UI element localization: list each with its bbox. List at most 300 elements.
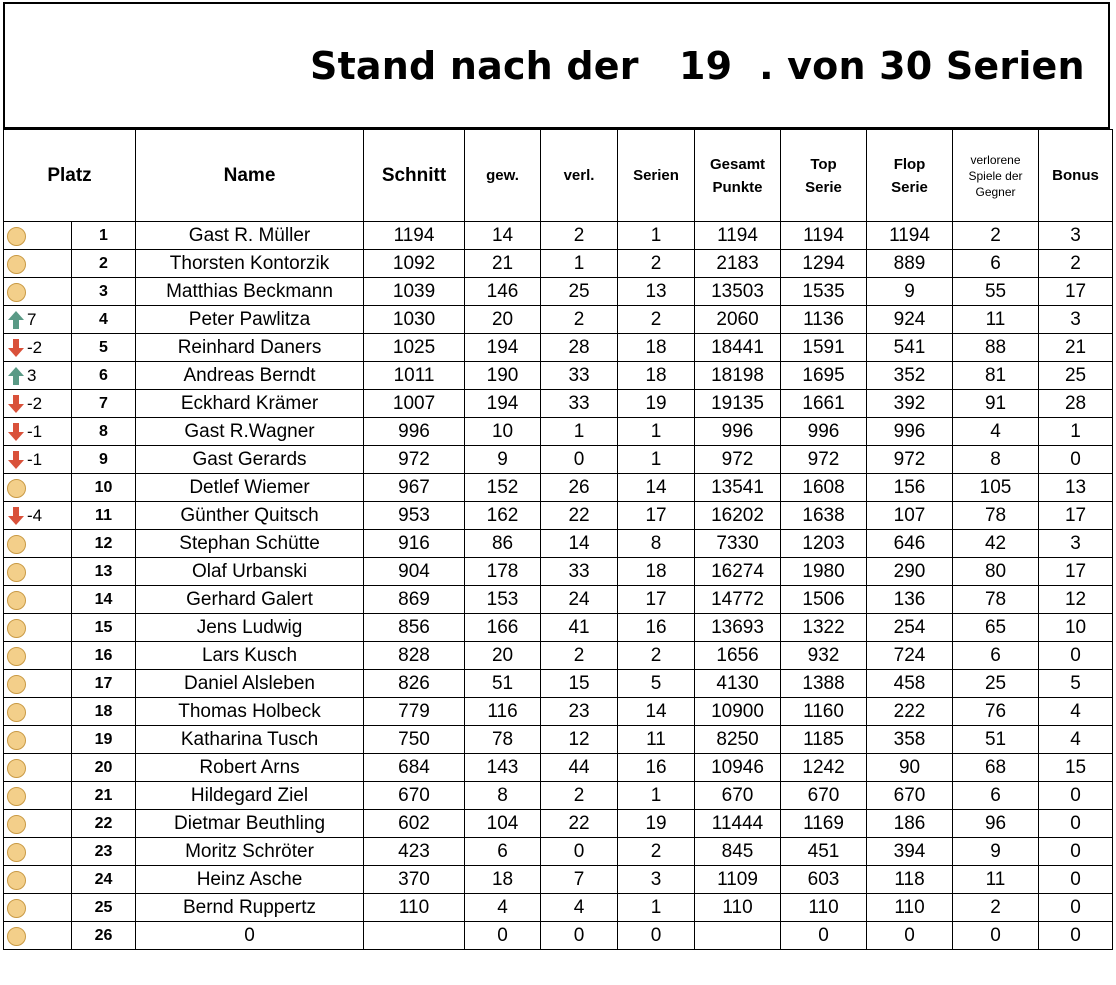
schnitt-cell: 869 [364,586,465,614]
rank-cell: 18 [72,698,136,726]
schnitt-cell: 1011 [364,362,465,390]
flop-cell: 972 [867,446,953,474]
flop-cell: 118 [867,866,953,894]
trend-cell [4,642,72,670]
table-row [4,698,1113,726]
gew-cell: 116 [465,698,541,726]
trend-cell [4,334,72,362]
unchanged-circle-icon [7,619,26,638]
verlorene-cell: 25 [953,670,1039,698]
serien-cell: 1 [618,446,695,474]
bonus-cell: 0 [1039,838,1113,866]
table-row [4,558,1113,586]
name-cell: Robert Arns [136,754,364,782]
verl-cell: 15 [541,670,618,698]
bonus-cell: 25 [1039,362,1113,390]
serien-cell: 2 [618,838,695,866]
serien-cell: 18 [618,334,695,362]
verlorene-cell: 51 [953,726,1039,754]
schnitt-cell: 779 [364,698,465,726]
bonus-cell: 0 [1039,446,1113,474]
gesamt-cell: 18198 [695,362,781,390]
bonus-cell: 0 [1039,894,1113,922]
unchanged-circle-icon [7,675,26,694]
header-name: Name [136,130,364,222]
serien-cell: 16 [618,754,695,782]
rank-change: 3 [27,365,37,385]
bonus-cell: 0 [1039,810,1113,838]
verlorene-cell: 88 [953,334,1039,362]
rank-change: 7 [27,309,37,329]
gesamt-cell: 1194 [695,222,781,250]
name-cell: Gast R.Wagner [136,418,364,446]
gew-cell: 190 [465,362,541,390]
table-row [4,250,1113,278]
name-cell: Andreas Berndt [136,362,364,390]
trend-cell [4,390,72,418]
bonus-cell: 3 [1039,306,1113,334]
rank-cell: 10 [72,474,136,502]
verl-cell: 33 [541,390,618,418]
verlorene-cell: 0 [953,922,1039,950]
flop-cell: 90 [867,754,953,782]
rank-cell: 1 [72,222,136,250]
name-cell: Peter Pawlitza [136,306,364,334]
name-cell: Gerhard Galert [136,586,364,614]
table-row [4,810,1113,838]
gesamt-cell: 13541 [695,474,781,502]
trend-cell [4,418,72,446]
trend-cell [4,558,72,586]
name-cell: Moritz Schröter [136,838,364,866]
flop-cell: 996 [867,418,953,446]
trend-cell [4,782,72,810]
top-cell: 0 [781,922,867,950]
gew-cell: 10 [465,418,541,446]
name-cell: Dietmar Beuthling [136,810,364,838]
header-top-line2: Serie [805,178,842,196]
flop-cell: 541 [867,334,953,362]
name-cell: Bernd Ruppertz [136,894,364,922]
gew-cell: 162 [465,502,541,530]
unchanged-circle-icon [7,759,26,778]
gew-cell: 18 [465,866,541,894]
verl-cell: 24 [541,586,618,614]
arrow-down-icon [7,338,25,358]
rank-cell: 23 [72,838,136,866]
table-row [4,866,1113,894]
serien-cell: 2 [618,642,695,670]
serien-cell: 0 [618,922,695,950]
flop-cell: 0 [867,922,953,950]
rank-cell: 3 [72,278,136,306]
schnitt-cell: 670 [364,782,465,810]
unchanged-circle-icon [7,843,26,862]
rank-cell: 5 [72,334,136,362]
top-cell: 1388 [781,670,867,698]
serien-cell: 14 [618,474,695,502]
rank-cell: 21 [72,782,136,810]
table-row [4,838,1113,866]
trend-cell [4,894,72,922]
table-row [4,418,1113,446]
gesamt-cell: 2183 [695,250,781,278]
verlorene-cell: 80 [953,558,1039,586]
unchanged-circle-icon [7,871,26,890]
trend-cell [4,670,72,698]
schnitt-cell: 1039 [364,278,465,306]
name-cell: Reinhard Daners [136,334,364,362]
flop-cell: 352 [867,362,953,390]
top-cell: 110 [781,894,867,922]
bonus-cell: 0 [1039,866,1113,894]
top-cell: 670 [781,782,867,810]
trend-cell [4,362,72,390]
trend-cell [4,530,72,558]
top-cell: 1608 [781,474,867,502]
page-title: Stand nach der 19 . von 30 Serien [310,44,1085,88]
serien-cell: 1 [618,782,695,810]
trend-cell [4,614,72,642]
verl-cell: 2 [541,642,618,670]
table-row [4,502,1113,530]
verlorene-cell: 6 [953,250,1039,278]
gew-cell: 178 [465,558,541,586]
name-cell: Gast R. Müller [136,222,364,250]
verl-cell: 25 [541,278,618,306]
serien-cell: 19 [618,810,695,838]
rank-cell: 15 [72,614,136,642]
top-cell: 1638 [781,502,867,530]
flop-cell: 889 [867,250,953,278]
standings-table [3,129,1113,950]
top-cell: 996 [781,418,867,446]
verl-cell: 7 [541,866,618,894]
gesamt-cell: 10946 [695,754,781,782]
schnitt-cell: 602 [364,810,465,838]
trend-cell [4,502,72,530]
name-cell: Jens Ludwig [136,614,364,642]
header-bonus: Bonus [1039,130,1113,222]
unchanged-circle-icon [7,255,26,274]
header-gesamt-line1: Gesamt [710,155,766,173]
flop-cell: 458 [867,670,953,698]
top-cell: 1322 [781,614,867,642]
trend-cell [4,474,72,502]
table-row [4,782,1113,810]
rank-cell: 16 [72,642,136,670]
gew-cell: 86 [465,530,541,558]
gew-cell: 152 [465,474,541,502]
table-row [4,530,1113,558]
serien-cell: 18 [618,558,695,586]
gesamt-cell [695,922,781,950]
table-row [4,334,1113,362]
table-row [4,894,1113,922]
schnitt-cell: 916 [364,530,465,558]
gesamt-cell: 4130 [695,670,781,698]
flop-cell: 107 [867,502,953,530]
verlorene-cell: 2 [953,222,1039,250]
verlorene-cell: 8 [953,446,1039,474]
schnitt-cell: 750 [364,726,465,754]
flop-cell: 254 [867,614,953,642]
gesamt-cell: 13503 [695,278,781,306]
trend-cell [4,250,72,278]
verl-cell: 1 [541,250,618,278]
gesamt-cell: 13693 [695,614,781,642]
flop-cell: 646 [867,530,953,558]
top-cell: 1136 [781,306,867,334]
verlorene-cell: 76 [953,698,1039,726]
verlorene-cell: 2 [953,894,1039,922]
serien-cell: 1 [618,894,695,922]
rank-change: -2 [27,337,43,357]
name-cell: Stephan Schütte [136,530,364,558]
gew-cell: 14 [465,222,541,250]
trend-cell [4,866,72,894]
arrow-up-icon [7,310,25,330]
verlorene-cell: 96 [953,810,1039,838]
serien-cell: 19 [618,390,695,418]
verl-cell: 2 [541,782,618,810]
schnitt-cell: 972 [364,446,465,474]
bonus-cell: 12 [1039,586,1113,614]
gew-cell: 194 [465,334,541,362]
verlorene-cell: 6 [953,642,1039,670]
unchanged-circle-icon [7,227,26,246]
header-verlorene-spiele [953,130,1039,222]
verl-cell: 1 [541,418,618,446]
serien-cell: 13 [618,278,695,306]
trend-cell [4,810,72,838]
top-cell: 1294 [781,250,867,278]
flop-cell: 392 [867,390,953,418]
rank-change: -2 [27,393,43,413]
unchanged-circle-icon [7,731,26,750]
rank-change: -1 [27,421,43,441]
rank-change: -1 [27,449,43,469]
arrow-down-icon [7,450,25,470]
header-gesamt-line2: Punkte [712,178,763,196]
verlorene-cell: 91 [953,390,1039,418]
unchanged-circle-icon [7,283,26,302]
verl-cell: 0 [541,838,618,866]
schnitt-cell: 423 [364,838,465,866]
schnitt-cell [364,922,465,950]
rank-cell: 2 [72,250,136,278]
flop-cell: 156 [867,474,953,502]
verl-cell: 22 [541,502,618,530]
name-cell: Daniel Alsleben [136,670,364,698]
verlorene-cell: 42 [953,530,1039,558]
trend-cell [4,446,72,474]
gesamt-cell: 2060 [695,306,781,334]
bonus-cell: 13 [1039,474,1113,502]
gew-cell: 146 [465,278,541,306]
name-cell: Thorsten Kontorzik [136,250,364,278]
verl-cell: 22 [541,810,618,838]
schnitt-cell: 370 [364,866,465,894]
bonus-cell: 0 [1039,922,1113,950]
flop-cell: 924 [867,306,953,334]
header-top-serie [781,130,867,222]
bonus-cell: 0 [1039,642,1113,670]
table-row [4,922,1113,950]
gesamt-cell: 972 [695,446,781,474]
table-row [4,614,1113,642]
name-cell: Heinz Asche [136,866,364,894]
top-cell: 1160 [781,698,867,726]
flop-cell: 9 [867,278,953,306]
serien-cell: 2 [618,250,695,278]
schnitt-cell: 110 [364,894,465,922]
gew-cell: 194 [465,390,541,418]
standings-sheet [3,2,1112,980]
verl-cell: 23 [541,698,618,726]
table-row [4,726,1113,754]
serien-cell: 8 [618,530,695,558]
serien-cell: 1 [618,418,695,446]
schnitt-cell: 1194 [364,222,465,250]
gesamt-cell: 1109 [695,866,781,894]
name-cell: Lars Kusch [136,642,364,670]
gew-cell: 4 [465,894,541,922]
schnitt-cell: 856 [364,614,465,642]
verl-cell: 14 [541,530,618,558]
bonus-cell: 10 [1039,614,1113,642]
rank-change: -4 [27,505,43,525]
bonus-cell: 3 [1039,530,1113,558]
arrow-down-icon [7,506,25,526]
trend-cell [4,586,72,614]
rank-cell: 6 [72,362,136,390]
flop-cell: 394 [867,838,953,866]
header-gesamt-punkte [695,130,781,222]
verlorene-cell: 81 [953,362,1039,390]
top-cell: 1661 [781,390,867,418]
bonus-cell: 4 [1039,726,1113,754]
serien-cell: 11 [618,726,695,754]
gesamt-cell: 18441 [695,334,781,362]
table-row [4,642,1113,670]
trend-cell [4,754,72,782]
gew-cell: 9 [465,446,541,474]
verl-cell: 28 [541,334,618,362]
serien-cell: 3 [618,866,695,894]
table-row [4,446,1113,474]
top-cell: 1203 [781,530,867,558]
table-row [4,278,1113,306]
gesamt-cell: 7330 [695,530,781,558]
verl-cell: 26 [541,474,618,502]
top-cell: 1242 [781,754,867,782]
flop-cell: 670 [867,782,953,810]
rank-cell: 7 [72,390,136,418]
table-row [4,754,1113,782]
table-row [4,586,1113,614]
verlorene-cell: 78 [953,586,1039,614]
rank-cell: 9 [72,446,136,474]
verlorene-cell: 11 [953,306,1039,334]
serien-cell: 18 [618,362,695,390]
gesamt-cell: 19135 [695,390,781,418]
trend-cell [4,922,72,950]
gesamt-cell: 14772 [695,586,781,614]
table-row [4,362,1113,390]
unchanged-circle-icon [7,703,26,722]
header-verl: verl. [541,130,618,222]
header-flop-line1: Flop [893,155,926,173]
unchanged-circle-icon [7,563,26,582]
gesamt-cell: 16202 [695,502,781,530]
verlorene-cell: 9 [953,838,1039,866]
unchanged-circle-icon [7,591,26,610]
rank-cell: 19 [72,726,136,754]
gew-cell: 8 [465,782,541,810]
rank-cell: 4 [72,306,136,334]
name-cell: Olaf Urbanski [136,558,364,586]
bonus-cell: 5 [1039,670,1113,698]
rank-cell: 20 [72,754,136,782]
trend-cell [4,698,72,726]
name-cell: Katharina Tusch [136,726,364,754]
verlorene-cell: 4 [953,418,1039,446]
bonus-cell: 1 [1039,418,1113,446]
trend-cell [4,726,72,754]
header-gew: gew. [465,130,541,222]
bonus-cell: 21 [1039,334,1113,362]
unchanged-circle-icon [7,647,26,666]
trend-cell [4,306,72,334]
unchanged-circle-icon [7,535,26,554]
table-row [4,390,1113,418]
gesamt-cell: 670 [695,782,781,810]
verl-cell: 12 [541,726,618,754]
serien-cell: 1 [618,222,695,250]
gesamt-cell: 8250 [695,726,781,754]
schnitt-cell: 1007 [364,390,465,418]
verlorene-cell: 6 [953,782,1039,810]
name-cell: Hildegard Ziel [136,782,364,810]
header-flop-line2: Serie [891,178,928,196]
serien-cell: 16 [618,614,695,642]
top-cell: 1980 [781,558,867,586]
header-verlorene-line3: Gegner [975,184,1016,199]
serien-cell: 2 [618,306,695,334]
header-serien: Serien [618,130,695,222]
verl-cell: 0 [541,922,618,950]
top-cell: 1185 [781,726,867,754]
gesamt-cell: 110 [695,894,781,922]
flop-cell: 290 [867,558,953,586]
bonus-cell: 17 [1039,558,1113,586]
top-cell: 603 [781,866,867,894]
flop-cell: 724 [867,642,953,670]
rank-cell: 11 [72,502,136,530]
top-cell: 1695 [781,362,867,390]
flop-cell: 110 [867,894,953,922]
schnitt-cell: 1092 [364,250,465,278]
verl-cell: 44 [541,754,618,782]
schnitt-cell: 828 [364,642,465,670]
unchanged-circle-icon [7,927,26,946]
unchanged-circle-icon [7,815,26,834]
verlorene-cell: 68 [953,754,1039,782]
table-row [4,670,1113,698]
bonus-cell: 3 [1039,222,1113,250]
gew-cell: 143 [465,754,541,782]
